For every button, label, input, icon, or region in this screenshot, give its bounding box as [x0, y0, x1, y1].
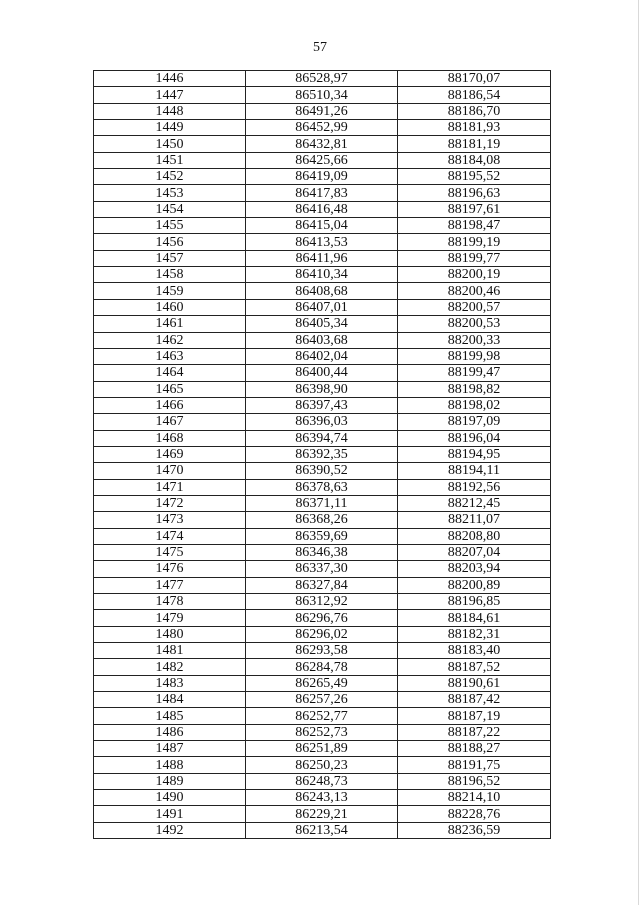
table-row [94, 610, 551, 626]
x-coordinate-cell: 86359,69 [246, 528, 398, 544]
x-coordinate-cell: 86452,99 [246, 120, 398, 136]
point-number-cell: 1469 [94, 446, 246, 462]
point-number-cell: 1474 [94, 528, 246, 544]
x-coordinate-cell: 86213,54 [246, 822, 398, 838]
table-row [94, 348, 551, 364]
y-coordinate-cell: 88170,07 [398, 71, 551, 87]
x-coordinate-cell: 86368,26 [246, 512, 398, 528]
y-coordinate-cell: 88196,63 [398, 185, 551, 201]
y-coordinate-cell: 88200,57 [398, 299, 551, 315]
table-row [94, 430, 551, 446]
point-number-cell: 1478 [94, 594, 246, 610]
table-row [94, 659, 551, 675]
page-number: 57 [313, 40, 327, 55]
x-coordinate-cell: 86411,96 [246, 250, 398, 266]
y-coordinate-cell: 88181,19 [398, 136, 551, 152]
y-coordinate-cell: 88196,04 [398, 430, 551, 446]
y-coordinate-cell: 88196,52 [398, 773, 551, 789]
point-number-cell: 1483 [94, 675, 246, 691]
coordinates-table [93, 70, 551, 839]
table-row [94, 87, 551, 103]
point-number-cell: 1490 [94, 790, 246, 806]
y-coordinate-cell: 88196,85 [398, 594, 551, 610]
y-coordinate-cell: 88187,42 [398, 692, 551, 708]
x-coordinate-cell: 86403,68 [246, 332, 398, 348]
x-coordinate-cell: 86251,89 [246, 741, 398, 757]
point-number-cell: 1472 [94, 495, 246, 511]
point-number-cell: 1454 [94, 201, 246, 217]
point-number-cell: 1480 [94, 626, 246, 642]
y-coordinate-cell: 88200,53 [398, 316, 551, 332]
table-row [94, 397, 551, 413]
y-coordinate-cell: 88228,76 [398, 806, 551, 822]
y-coordinate-cell: 88191,75 [398, 757, 551, 773]
x-coordinate-cell: 86397,43 [246, 397, 398, 413]
x-coordinate-cell: 86250,23 [246, 757, 398, 773]
table-row [94, 594, 551, 610]
point-number-cell: 1450 [94, 136, 246, 152]
table-row [94, 479, 551, 495]
point-number-cell: 1462 [94, 332, 246, 348]
x-coordinate-cell: 86396,03 [246, 414, 398, 430]
table-row [94, 283, 551, 299]
y-coordinate-cell: 88182,31 [398, 626, 551, 642]
point-number-cell: 1447 [94, 87, 246, 103]
point-number-cell: 1470 [94, 463, 246, 479]
point-number-cell: 1464 [94, 365, 246, 381]
table-row [94, 381, 551, 397]
table-row [94, 446, 551, 462]
y-coordinate-cell: 88187,22 [398, 724, 551, 740]
y-coordinate-cell: 88207,04 [398, 544, 551, 560]
point-number-cell: 1473 [94, 512, 246, 528]
x-coordinate-cell: 86415,04 [246, 218, 398, 234]
point-number-cell: 1458 [94, 267, 246, 283]
table-row [94, 414, 551, 430]
y-coordinate-cell: 88200,46 [398, 283, 551, 299]
x-coordinate-cell: 86378,63 [246, 479, 398, 495]
point-number-cell: 1489 [94, 773, 246, 789]
y-coordinate-cell: 88195,52 [398, 169, 551, 185]
point-number-cell: 1455 [94, 218, 246, 234]
table-row [94, 561, 551, 577]
x-coordinate-cell: 86400,44 [246, 365, 398, 381]
table-row [94, 463, 551, 479]
x-coordinate-cell: 86337,30 [246, 561, 398, 577]
point-number-cell: 1475 [94, 544, 246, 560]
table-row [94, 577, 551, 593]
x-coordinate-cell: 86417,83 [246, 185, 398, 201]
y-coordinate-cell: 88198,47 [398, 218, 551, 234]
y-coordinate-cell: 88188,27 [398, 741, 551, 757]
point-number-cell: 1487 [94, 741, 246, 757]
table-row [94, 708, 551, 724]
point-number-cell: 1481 [94, 643, 246, 659]
x-coordinate-cell: 86252,77 [246, 708, 398, 724]
table-row [94, 201, 551, 217]
coordinates-table-body [94, 71, 551, 839]
x-coordinate-cell: 86296,02 [246, 626, 398, 642]
table-row [94, 724, 551, 740]
page-edge-line [638, 0, 639, 905]
table-row [94, 332, 551, 348]
table-row [94, 250, 551, 266]
table-row [94, 806, 551, 822]
x-coordinate-cell: 86229,21 [246, 806, 398, 822]
table-row [94, 495, 551, 511]
y-coordinate-cell: 88211,07 [398, 512, 551, 528]
y-coordinate-cell: 88198,82 [398, 381, 551, 397]
x-coordinate-cell: 86410,34 [246, 267, 398, 283]
point-number-cell: 1463 [94, 348, 246, 364]
point-number-cell: 1476 [94, 561, 246, 577]
y-coordinate-cell: 88203,94 [398, 561, 551, 577]
x-coordinate-cell: 86257,26 [246, 692, 398, 708]
x-coordinate-cell: 86392,35 [246, 446, 398, 462]
table-row [94, 316, 551, 332]
point-number-cell: 1468 [94, 430, 246, 446]
y-coordinate-cell: 88199,98 [398, 348, 551, 364]
y-coordinate-cell: 88184,08 [398, 152, 551, 168]
point-number-cell: 1479 [94, 610, 246, 626]
x-coordinate-cell: 86407,01 [246, 299, 398, 315]
point-number-cell: 1477 [94, 577, 246, 593]
y-coordinate-cell: 88208,80 [398, 528, 551, 544]
y-coordinate-cell: 88192,56 [398, 479, 551, 495]
point-number-cell: 1453 [94, 185, 246, 201]
point-number-cell: 1459 [94, 283, 246, 299]
table-row [94, 299, 551, 315]
x-coordinate-cell: 86425,66 [246, 152, 398, 168]
x-coordinate-cell: 86265,49 [246, 675, 398, 691]
x-coordinate-cell: 86252,73 [246, 724, 398, 740]
table-row [94, 120, 551, 136]
table-row [94, 365, 551, 381]
table-row [94, 773, 551, 789]
x-coordinate-cell: 86432,81 [246, 136, 398, 152]
y-coordinate-cell: 88186,70 [398, 103, 551, 119]
x-coordinate-cell: 86248,73 [246, 773, 398, 789]
point-number-cell: 1461 [94, 316, 246, 332]
table-row [94, 152, 551, 168]
point-number-cell: 1484 [94, 692, 246, 708]
x-coordinate-cell: 86293,58 [246, 643, 398, 659]
point-number-cell: 1449 [94, 120, 246, 136]
table-row [94, 643, 551, 659]
y-coordinate-cell: 88214,10 [398, 790, 551, 806]
table-row [94, 675, 551, 691]
point-number-cell: 1491 [94, 806, 246, 822]
x-coordinate-cell: 86394,74 [246, 430, 398, 446]
y-coordinate-cell: 88194,95 [398, 446, 551, 462]
table-row [94, 528, 551, 544]
x-coordinate-cell: 86528,97 [246, 71, 398, 87]
y-coordinate-cell: 88190,61 [398, 675, 551, 691]
y-coordinate-cell: 88186,54 [398, 87, 551, 103]
table-row [94, 267, 551, 283]
x-coordinate-cell: 86413,53 [246, 234, 398, 250]
x-coordinate-cell: 86312,92 [246, 594, 398, 610]
table-row [94, 103, 551, 119]
table-row [94, 218, 551, 234]
x-coordinate-cell: 86402,04 [246, 348, 398, 364]
point-number-cell: 1465 [94, 381, 246, 397]
x-coordinate-cell: 86408,68 [246, 283, 398, 299]
point-number-cell: 1460 [94, 299, 246, 315]
y-coordinate-cell: 88199,19 [398, 234, 551, 250]
table-row [94, 544, 551, 560]
point-number-cell: 1466 [94, 397, 246, 413]
y-coordinate-cell: 88183,40 [398, 643, 551, 659]
point-number-cell: 1452 [94, 169, 246, 185]
point-number-cell: 1457 [94, 250, 246, 266]
y-coordinate-cell: 88200,19 [398, 267, 551, 283]
x-coordinate-cell: 86296,76 [246, 610, 398, 626]
point-number-cell: 1486 [94, 724, 246, 740]
x-coordinate-cell: 86419,09 [246, 169, 398, 185]
table-row [94, 169, 551, 185]
point-number-cell: 1456 [94, 234, 246, 250]
x-coordinate-cell: 86510,34 [246, 87, 398, 103]
x-coordinate-cell: 86243,13 [246, 790, 398, 806]
point-number-cell: 1448 [94, 103, 246, 119]
table-row [94, 71, 551, 87]
y-coordinate-cell: 88181,93 [398, 120, 551, 136]
y-coordinate-cell: 88236,59 [398, 822, 551, 838]
point-number-cell: 1451 [94, 152, 246, 168]
x-coordinate-cell: 86327,84 [246, 577, 398, 593]
y-coordinate-cell: 88198,02 [398, 397, 551, 413]
x-coordinate-cell: 86416,48 [246, 201, 398, 217]
x-coordinate-cell: 86284,78 [246, 659, 398, 675]
table-row [94, 741, 551, 757]
x-coordinate-cell: 86398,90 [246, 381, 398, 397]
y-coordinate-cell: 88199,47 [398, 365, 551, 381]
point-number-cell: 1492 [94, 822, 246, 838]
y-coordinate-cell: 88212,45 [398, 495, 551, 511]
y-coordinate-cell: 88187,19 [398, 708, 551, 724]
table-row [94, 512, 551, 528]
y-coordinate-cell: 88187,52 [398, 659, 551, 675]
y-coordinate-cell: 88197,61 [398, 201, 551, 217]
x-coordinate-cell: 86371,11 [246, 495, 398, 511]
x-coordinate-cell: 86405,34 [246, 316, 398, 332]
table-row [94, 185, 551, 201]
y-coordinate-cell: 88199,77 [398, 250, 551, 266]
table-row [94, 692, 551, 708]
y-coordinate-cell: 88194,11 [398, 463, 551, 479]
table-row [94, 136, 551, 152]
table-row [94, 626, 551, 642]
point-number-cell: 1446 [94, 71, 246, 87]
y-coordinate-cell: 88184,61 [398, 610, 551, 626]
y-coordinate-cell: 88197,09 [398, 414, 551, 430]
table-row [94, 822, 551, 838]
point-number-cell: 1488 [94, 757, 246, 773]
point-number-cell: 1482 [94, 659, 246, 675]
y-coordinate-cell: 88200,33 [398, 332, 551, 348]
point-number-cell: 1471 [94, 479, 246, 495]
table-row [94, 757, 551, 773]
x-coordinate-cell: 86390,52 [246, 463, 398, 479]
table-row [94, 234, 551, 250]
point-number-cell: 1485 [94, 708, 246, 724]
x-coordinate-cell: 86491,26 [246, 103, 398, 119]
y-coordinate-cell: 88200,89 [398, 577, 551, 593]
point-number-cell: 1467 [94, 414, 246, 430]
table-row [94, 790, 551, 806]
x-coordinate-cell: 86346,38 [246, 544, 398, 560]
